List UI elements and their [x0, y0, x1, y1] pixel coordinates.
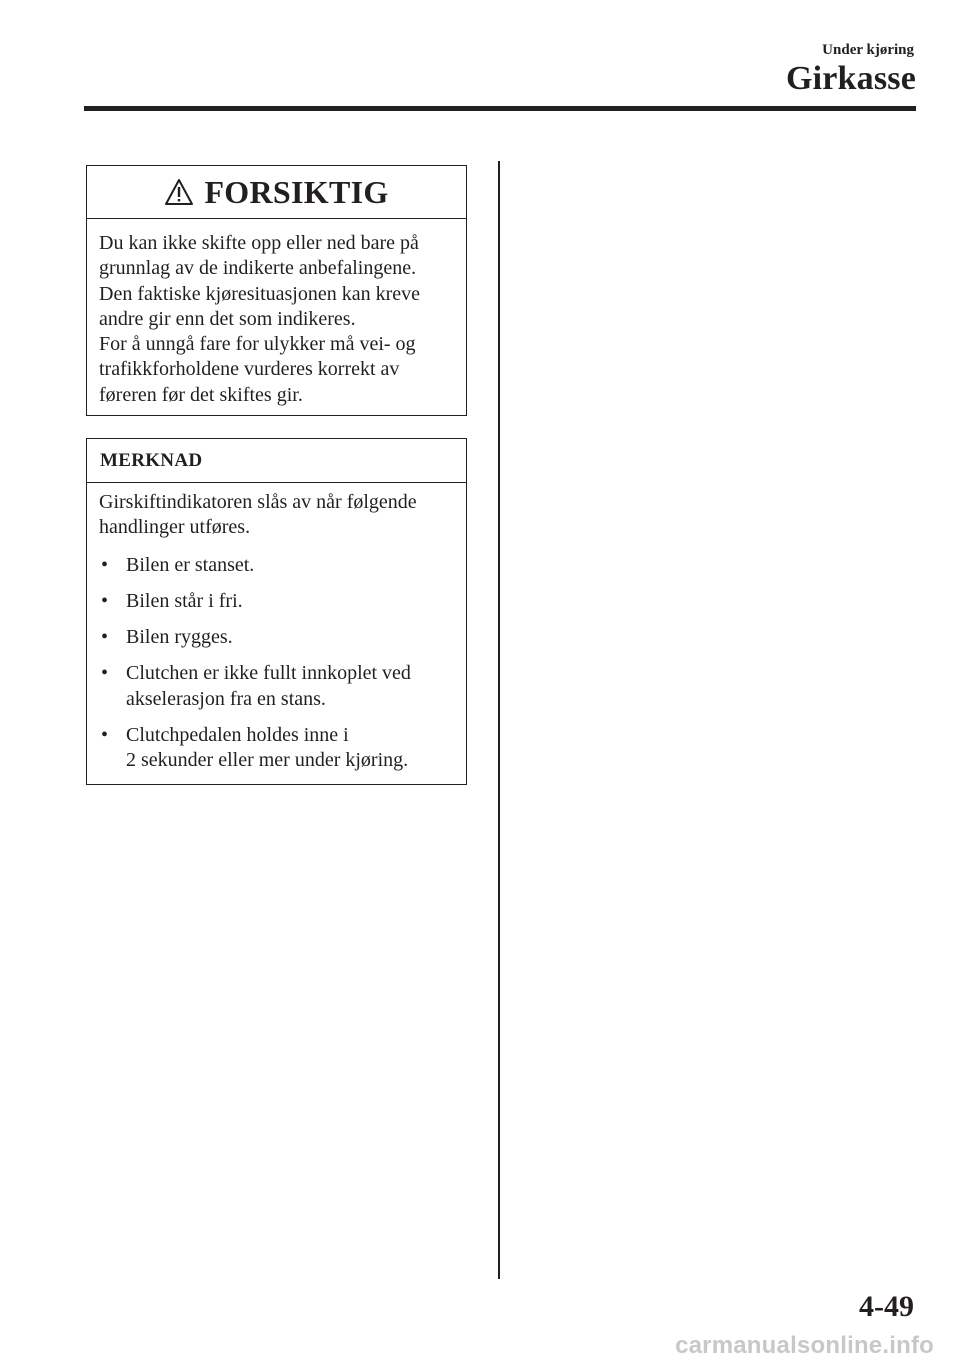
note-intro	[99, 490, 454, 541]
list-item	[99, 661, 454, 712]
list-item-text: Clutchpedalen holdes inne i	[126, 724, 349, 747]
list-item-text: 2 sekunder eller mer under kjøring.	[126, 749, 409, 772]
warning-triangle-icon	[164, 178, 194, 206]
caution-line: Du kan ikke skifte opp eller ned bare på	[99, 232, 419, 254]
list-item	[99, 589, 454, 614]
watermark: carmanualsonline.info	[675, 1332, 934, 1359]
list-item-text: Bilen er stanset.	[126, 553, 255, 576]
caution-line: For å unngå fare for ulykker må vei- og	[99, 333, 416, 356]
note-intro-line: Girskiftindikatoren slås av når følgende	[99, 491, 417, 513]
note-title: MERKNAD	[87, 439, 466, 483]
list-item-text: Bilen står i fri.	[126, 589, 243, 612]
header-divider	[84, 106, 916, 111]
page-title: Girkasse	[785, 60, 916, 97]
list-item	[99, 625, 454, 650]
list-item	[99, 553, 454, 578]
caution-title: FORSIKTIG	[204, 173, 389, 210]
note-text	[87, 483, 466, 774]
bullet-icon: •	[101, 662, 109, 685]
column-divider	[498, 161, 500, 1279]
caution-header	[87, 166, 466, 219]
note-list	[99, 553, 454, 774]
caution-line: Den faktiske kjøresituasjonen kan kreve	[99, 282, 421, 305]
caution-line: andre gir enn det som indikeres.	[99, 307, 356, 330]
note-box	[86, 438, 467, 785]
bullet-icon: •	[101, 553, 109, 576]
list-item	[99, 723, 454, 774]
caution-line: grunnlag av de indikerte anbefalingene.	[99, 257, 417, 280]
caution-line: trafikkforholdene vurderes korrekt av	[99, 358, 400, 381]
caution-line: føreren før det skiftes gir.	[99, 383, 303, 406]
section-label: Under kjøring	[822, 42, 914, 58]
list-item-text: Clutchen er ikke fullt innkoplet ved	[126, 662, 411, 685]
page-number: 4-49	[859, 1290, 914, 1323]
caution-text	[87, 219, 466, 408]
bullet-icon: •	[101, 589, 109, 612]
bullet-icon: •	[101, 724, 109, 747]
list-item-text: Bilen rygges.	[126, 626, 233, 649]
list-item-text: akselerasjon fra en stans.	[126, 687, 326, 710]
note-intro-line: handlinger utføres.	[99, 516, 251, 539]
bullet-icon: •	[101, 626, 109, 649]
caution-box	[86, 165, 467, 416]
